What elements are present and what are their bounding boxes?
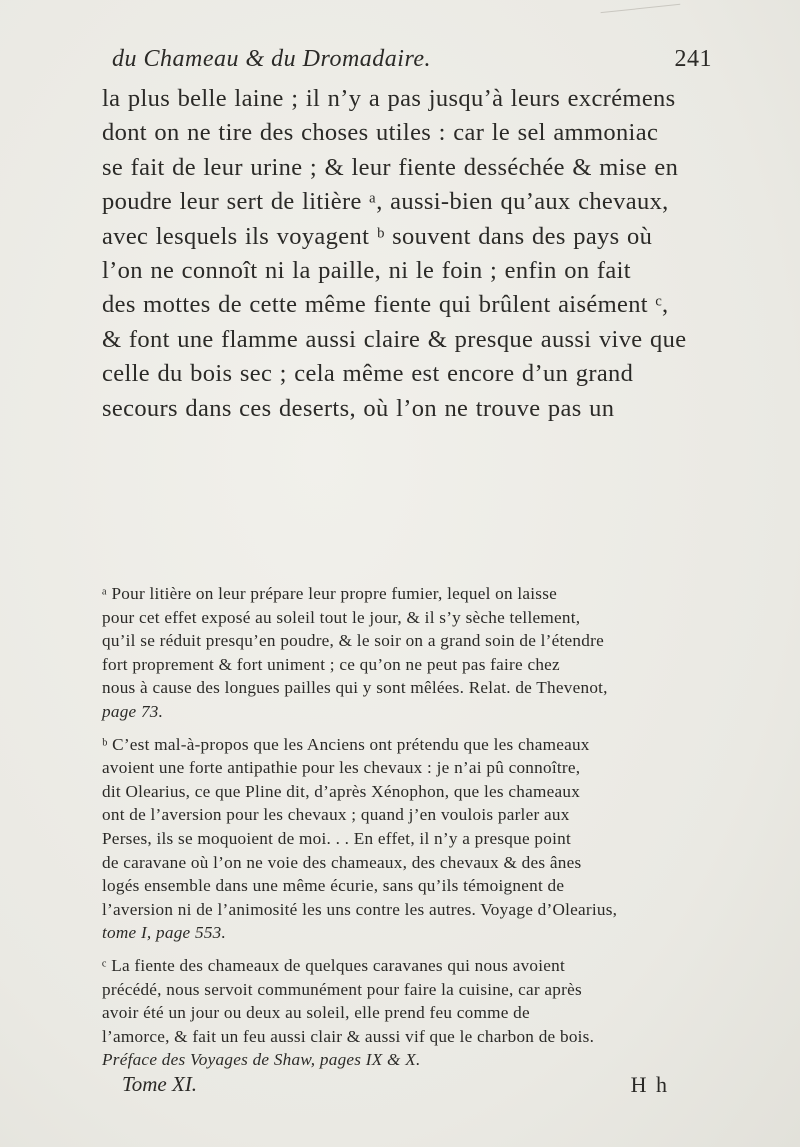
- footnote-line: ᵇ C’est mal-à-propos que les Anciens ont prétendu que les chameaux: [102, 734, 590, 754]
- footnote-line: l’aversion ni de l’animosité les uns contre les autres. Voyage d’Olearius,: [102, 899, 618, 919]
- footnote-line: précédé, nous servoit communément pour faire la cuisine, car après: [102, 979, 582, 999]
- footnote-line: l’amorce, & fait un feu aussi clair & aussi vif que le charbon de bois.: [102, 1026, 595, 1046]
- running-title: du Chameau & du Dromadaire.: [112, 46, 432, 72]
- footnote-line: dit Olearius, ce que Pline dit, d’après Xénophon, que les chameaux: [102, 781, 581, 801]
- footnotes: [102, 582, 717, 1072]
- footnote-b: [102, 733, 717, 945]
- footnote-line: avoir été un jour ou deux au soleil, elle prend feu comme de: [102, 1003, 530, 1023]
- main-text: [102, 82, 717, 426]
- footnote-line: page 73.: [102, 701, 164, 721]
- text-line: se fait de leur urine ; & leur fiente desséchée & mise en: [102, 153, 679, 181]
- running-header: [112, 46, 712, 73]
- text-line: dont on ne tire des choses utiles : car le sel ammoniac: [102, 119, 659, 147]
- footnote-line: Perses, ils se moquoient de moi. . . En effet, il n’y a presque point: [102, 828, 571, 848]
- footnote-line: tome I, page 553.: [102, 923, 227, 943]
- page-footer: [102, 1072, 717, 1102]
- footnote-line: logés ensemble dans une même écurie, sans qu’ils témoignent de: [102, 876, 565, 896]
- footnote-a: [102, 582, 717, 724]
- footnote-line: Préface des Voyages de Shaw, pages IX & X.: [102, 1050, 421, 1070]
- footnote-c: [102, 954, 717, 1072]
- footnote-line: ᵃ Pour litière on leur prépare leur propre fumier, lequel on laisse: [102, 584, 558, 603]
- footnote-line: nous à cause des longues pailles qui y sont mêlées. Relat. de Thevenot,: [102, 678, 608, 698]
- footnote-line: avoient une forte antipathie pour les chevaux : je n’ai pû connoître,: [102, 758, 581, 778]
- text-line: des mottes de cette même fiente qui brûlent aisément ᶜ,: [102, 291, 669, 319]
- pencil-mark: [600, 0, 681, 13]
- text-line: l’on ne connoît ni la paille, ni le foin ; enfin on fait: [102, 256, 631, 284]
- text-line: secours dans ces deserts, où l’on ne trouve pas un: [102, 394, 615, 422]
- text-line: & font une flamme aussi claire & presque aussi vive que: [102, 325, 687, 353]
- footnote-line: fort proprement & fort uniment ; ce qu’on ne peut pas faire chez: [102, 654, 560, 674]
- text-line: avec lesquels ils voyagent ᵇ souvent dans des pays où: [102, 222, 653, 250]
- text-line: poudre leur sert de litière ᵃ, aussi-bien qu’aux chevaux,: [102, 188, 669, 216]
- text-line: la plus belle laine ; il n’y a pas jusqu’à leurs excrémens: [102, 85, 676, 112]
- footnote-line: qu’il se réduit presqu’en poudre, & le soir on a grand soin de l’étendre: [102, 631, 604, 651]
- footnote-line: de caravane où l’on ne voie des chameaux, des chevaux & des ânes: [102, 852, 582, 872]
- footnote-line: ont de l’aversion pour les chevaux ; quand j’en voulois parler aux: [102, 805, 570, 825]
- signature-mark: H h: [630, 1072, 669, 1097]
- volume-label: Tome XI.: [122, 1072, 198, 1096]
- page-number: 241: [674, 46, 712, 72]
- text-line: celle du bois sec ; cela même est encore d’un grand: [102, 360, 634, 388]
- footnote-line: ᶜ La fiente des chameaux de quelques caravanes qui nous avoient: [102, 955, 566, 975]
- footnote-line: pour cet effet exposé au soleil tout le jour, & il s’y sèche tellement,: [102, 607, 581, 627]
